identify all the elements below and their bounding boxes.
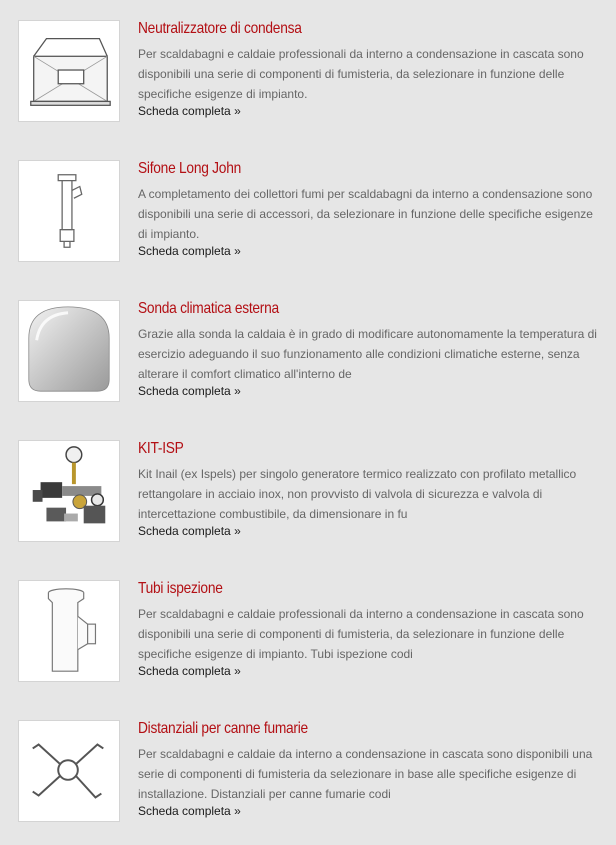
product-description: Per scaldabagni e caldaie da interno a condensazione in cascata sono disponibili una serie di componenti di fumisteria da selezionare in base alle specifiche esigenze di installazione. Distanziali per canne fumarie codi — [138, 747, 593, 801]
product-item — [18, 580, 608, 700]
full-sheet-link[interactable]: Scheda completa » — [138, 384, 241, 398]
full-sheet-link[interactable]: Scheda completa » — [138, 244, 241, 258]
siphon-image[interactable] — [18, 160, 120, 262]
full-sheet-link[interactable]: Scheda completa » — [138, 804, 241, 818]
product-description: Per scaldabagni e caldaie professionali da interno a condensazione in cascata sono disponibili una serie di componenti di fumisteria, da selezionare in funzione delle specifiche esigenze di impianto. — [138, 47, 584, 101]
product-title[interactable]: Sonda climatica esterna — [138, 300, 279, 317]
product-title[interactable]: Distanziali per canne fumarie — [138, 720, 308, 737]
product-title[interactable]: KIT-ISP — [138, 440, 184, 457]
full-sheet-link[interactable]: Scheda completa » — [138, 524, 241, 538]
product-description: Per scaldabagni e caldaie professionali da interno a condensazione in cascata sono disponibili una serie di componenti di fumisteria, da selezionare in funzione delle specifiche esigenze di impianto. Tubi ispezione codi — [138, 607, 584, 661]
neutralizer-box-image[interactable] — [18, 20, 120, 122]
product-description: Grazie alla sonda la caldaia è in grado di modificare autonomamente la temperatura di esercizio adeguando il suo funzionamento alle condizioni climatiche esterne, senza alterare il comfort climatico all'interno de — [138, 327, 597, 381]
product-description: Kit Inail (ex Ispels) per singolo generatore termico realizzato con profilato metallico rettangolare in acciaio inox, non provvisto di valvola di sicurezza e valvola di intercettazione combustibile, da dimensionare in fu — [138, 467, 577, 521]
full-sheet-link[interactable]: Scheda completa » — [138, 104, 241, 118]
product-item — [18, 160, 608, 280]
product-title[interactable]: Sifone Long John — [138, 160, 241, 177]
climate-probe-image[interactable] — [18, 300, 120, 402]
product-description: A completamento dei collettori fumi per scaldabagni da interno a condensazione sono disponibili una serie di accessori, da selezionare in funzione delle specifiche esigenze di impianto. — [138, 187, 593, 241]
product-item — [18, 720, 608, 840]
product-item — [18, 440, 608, 560]
product-item — [18, 300, 608, 420]
product-title[interactable]: Neutralizzatore di condensa — [138, 20, 302, 37]
full-sheet-link[interactable]: Scheda completa » — [138, 664, 241, 678]
inspection-pipe-image[interactable] — [18, 580, 120, 682]
product-title[interactable]: Tubi ispezione — [138, 580, 223, 597]
spacer-image[interactable] — [18, 720, 120, 822]
kit-isp-image[interactable] — [18, 440, 120, 542]
product-item — [18, 20, 608, 140]
